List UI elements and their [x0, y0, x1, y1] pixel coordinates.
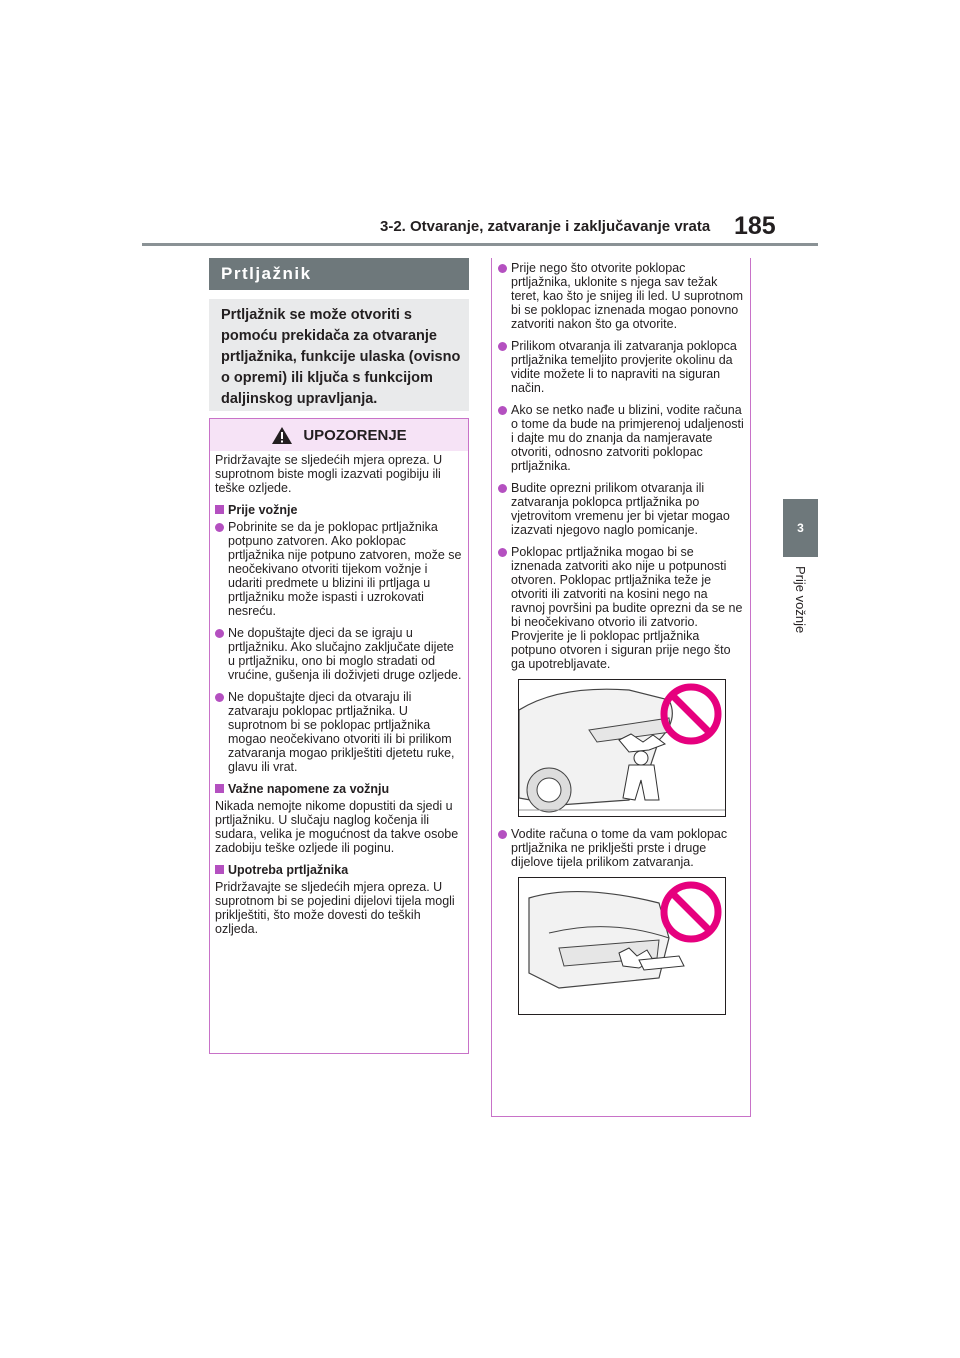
subsection-text: Pridržavajte se sljedećih mjera opreza. U suprotnom bi se pojedini dijelovi tijela mogli priklještiti, što može dovesti do teških ozljeda. [215, 880, 455, 936]
chapter-number: 3 [797, 521, 804, 535]
warning-heading: UPOZORENJE [303, 426, 407, 444]
list-item: Budite oprezni prilikom otvaranja ili zatvaranja poklopca prtljažnika po vjetrovitom vremenu jer bi vjetar mogao izazvati njegovo naglo pomicanje. [498, 481, 744, 537]
subsection-title: Upotreba prtljažnika [215, 863, 463, 877]
list-item: Ne dopuštajte djeci da se igraju u prtljažniku. Ako slučajno zaključate dijete u prtljažniku, ono bi moglo stradati od vrućine, gušenja ili doživjeti druge ozljede. [215, 626, 463, 682]
section-header: 3-2. Otvaranje, zatvaranje i zaključavanje vrata [380, 218, 711, 235]
trunk-pinch-hand-icon [519, 878, 725, 1014]
chapter-label: Prije vožnje [793, 566, 808, 634]
bullet-icon [498, 548, 507, 557]
intro-text: Prtljažnik se može otvoriti s pomoću prekidača za otvaranje prtljažnika, funkcije ulaska (ovisno o opremi) ili ključa s funkcijom daljinskog upravljanja. [209, 299, 469, 411]
list-item: Pobrinite se da je poklopac prtljažnika potpuno zatvoren. Ako poklopac prtljažnika nije potpuno zatvoren, može se neočekivano otvoriti tijekom vožnje i udariti predmete u blizini ili prtljaga u prtljažniku može ispasti i uzrokovati nesreću. [215, 520, 463, 618]
list-item: Ne dopuštajte djeci da otvaraju ili zatvaraju poklopac prtljažnika. U suprotnom bi se poklopac prtljažnika mogao neočekivano otvoriti ili bi prilikom zatvaranja mogao priklještiti djetetu ruke, glavu ili vrat. [215, 690, 463, 774]
square-bullet-icon [215, 505, 224, 514]
bullet-icon [498, 342, 507, 351]
square-bullet-icon [215, 865, 224, 874]
square-bullet-icon [215, 784, 224, 793]
warning-continued [491, 258, 751, 1117]
subsection-title: Važne napomene za vožnju [215, 782, 463, 796]
bullet-icon [215, 629, 224, 638]
list-item: Poklopac prtljažnika mogao bi se iznenada zatvoriti ako nije u potpunosti otvoren. Poklopac prtljažnika teže je otvoriti ili zatvoriti na kosini nego na ravnoj površini pa budite oprezni da se ne bi neočekivano otvorio ili zatvorio. Provjerite je li poklopac prtljažnika potpuno otvoren i siguran prije nego što ga upotrebljavate. [498, 545, 744, 671]
bullet-icon [498, 830, 507, 839]
page-number: 185 [734, 212, 776, 240]
list-item: Prije nego što otvorite poklopac prtljažnika, uklonite s njega sav težak teret, kao što je snijeg ili led. U suprotnom bi se poklopac iznenada mogao ponovno zatvoriti nakon što ga otvorite. [498, 261, 744, 331]
warning-header [210, 419, 468, 451]
subsection-title: Prije vožnje [215, 503, 463, 517]
bullet-icon [215, 693, 224, 702]
bullet-icon [215, 523, 224, 532]
illustration-trunk-lid-open [518, 679, 726, 817]
bullet-icon [498, 484, 507, 493]
warning-triangle-icon [271, 426, 293, 445]
car-trunk-person-icon [519, 680, 725, 816]
chapter-tab [783, 499, 818, 557]
header-rule [142, 243, 818, 246]
subsection-text: Nikada nemojte nikome dopustiti da sjedi u prtljažniku. U slučaju naglog kočenja ili sudara, velika je mogućnost da takve osobe zadobiju teške ozljede ili poginu. [215, 799, 459, 855]
bullet-icon [498, 406, 507, 415]
list-item: Ako se netko nađe u blizini, vodite računa o tome da bude na primjerenoj udaljenosti i dajte mu do znanja da namjeravate otvoriti, odnosno zatvoriti poklopac prtljažnika. [498, 403, 744, 473]
illustration-trunk-closing-fingers [518, 877, 726, 1015]
list-item: Vodite računa o tome da vam poklopac prtljažnika ne priklješti prste i druge dijelove tijela prilikom zatvaranja. [498, 827, 744, 869]
warning-lead: Pridržavajte se sljedećih mjera opreza. U suprotnom biste mogli izazvati pogibiju ili teške ozljede. [215, 453, 443, 495]
section-title: Prtljažnik [209, 258, 469, 290]
list-item: Prilikom otvaranja ili zatvaranja poklopca prtljažnika temeljito provjerite okolinu da vidite možete li to napraviti na siguran način. [498, 339, 744, 395]
warning-box [209, 418, 469, 1054]
bullet-icon [498, 264, 507, 273]
